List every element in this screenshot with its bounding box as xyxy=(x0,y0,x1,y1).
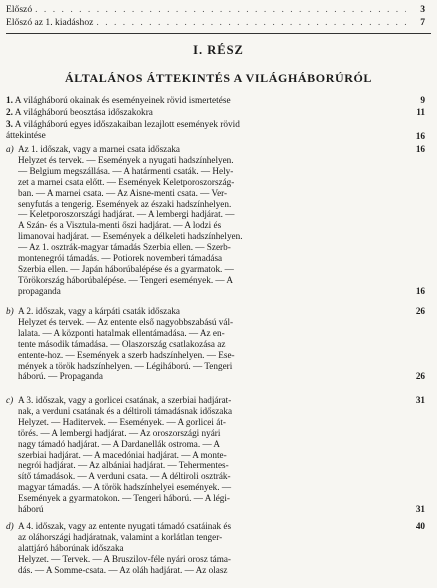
part-subtitle: ÁLTALÁNOS ÁTTEKINTÉS A VILÁGHÁBORÚRÓL xyxy=(64,71,373,85)
section-text-line: Helyzet és tervek. — Események a nyugati hadszínhelyen. xyxy=(18,154,234,165)
toc-page-number: 31 xyxy=(415,395,425,405)
section-text-line: háború. — Propaganda xyxy=(18,371,103,382)
section-text-line: sítő támadások. — A verduni csata. — A déltiroli osztrák- xyxy=(18,471,231,482)
toc-page-number: 7 xyxy=(420,17,425,28)
section-text-line: nak, a verduni csatának és a déltiroli támadásnak időszaka xyxy=(18,405,233,416)
section-text-line: Törökország háborúbalépése. — Tengeri események. — A xyxy=(18,274,234,285)
toc-chapter-2 xyxy=(6,108,425,119)
section-text-line: tente második támadása. — Olaszország csatlakozása az xyxy=(18,338,226,349)
dot-leader xyxy=(35,4,406,15)
section-text-line: Helyzet. — Haditervek. — Események. — A gorlicei át- xyxy=(18,416,226,427)
section-text-line: propaganda xyxy=(18,285,61,296)
toc-entry-title: Előszó az 1. kiadáshoz xyxy=(6,17,94,28)
chapter-title-line: A világháború egyes időszakaiban lezajlott események rövid xyxy=(14,120,240,130)
section-text-line: alattjáró háborúnak időszaka xyxy=(18,542,124,553)
section-text-line: mények a török hadszínhelyen. — Légiháború. — Tengeri xyxy=(18,360,233,371)
toc-page-number: 31 xyxy=(415,504,425,514)
toc-page-number: 16 xyxy=(415,144,425,154)
section-heading-line: A 3. időszak, vagy a gorlicei csatának, a szerbiai hadjárat- xyxy=(18,395,232,405)
toc-page-number: 40 xyxy=(415,521,425,531)
chapter-number: 1. xyxy=(6,96,13,106)
section-text-line: negrói hadjárat. — Az albániai hadjárat. — Tehermentes- xyxy=(18,460,229,471)
section-text-line: montenegrói támadás. — Potiorek novemberi támadása xyxy=(18,253,223,264)
section-letter: d) xyxy=(6,521,14,531)
section-heading-line: Az 1. időszak, vagy a marnei csata időszaka xyxy=(18,144,180,154)
section-text-line: magyar támadás. — A török hadszínhelyei események. — xyxy=(18,482,232,493)
section-text-line: Helyzet és tervek. — Az entente első nagyobbszabású vál- xyxy=(18,316,234,327)
section-text-line: Események a gyarmatokon. — Tengeri háború. — A légi- xyxy=(18,493,230,504)
toc-chapter-1 xyxy=(6,96,425,107)
toc-front-matter-1 xyxy=(6,4,425,15)
toc-section-c xyxy=(6,395,425,515)
section-text-line: senyfutás a tengerig. Események az északi hadszínhelyen. xyxy=(18,198,232,209)
toc-section-b xyxy=(6,306,425,382)
toc-entry-title: Előszó xyxy=(6,4,33,15)
toc-page-number: 9 xyxy=(420,96,425,106)
section-text-line: entente-hoz. — Események a szerb hadszínhelyen. — Ese- xyxy=(18,349,235,360)
section-letter: a) xyxy=(6,144,14,154)
section-text-line: zet a marnei csata előtt. — Események Keletporoszország- xyxy=(18,176,235,187)
divider-rule xyxy=(6,33,431,34)
chapter-title: A világháború okainak és eseményeinek rövid ismertetése xyxy=(14,96,231,106)
section-text-line: törés. — A lembergi hadjárat. — Az oroszországi nyári xyxy=(18,427,221,438)
toc-chapter-3 xyxy=(6,120,425,142)
toc-section-a xyxy=(6,144,425,297)
dot-leader xyxy=(96,17,406,28)
toc-page-number: 26 xyxy=(415,306,425,316)
section-text-line: az oláhországi hadjáratnak, valamint a korlátlan tenger- xyxy=(18,531,223,542)
section-text-line: A Szán- és a Visztula-menti őszi hadjárat. — A lodzi és xyxy=(18,220,222,231)
toc-front-matter-2 xyxy=(6,17,425,28)
section-text-line: limanovai hadjárat. — Események a délkeleti hadszínhelyen. xyxy=(18,231,243,242)
toc-page-number: 26 xyxy=(415,371,425,382)
section-letter: c) xyxy=(6,395,14,405)
section-text-line: Szerbia ellen. — Japán háborúbalépése és a gyarmatok. — xyxy=(18,263,234,274)
toc-page-number: 16 xyxy=(415,131,425,142)
toc-page-number: 16 xyxy=(415,285,425,296)
section-letter: b) xyxy=(6,306,14,316)
section-text-line: lalata. — A központi hatalmak ellentámadása. — Az en- xyxy=(18,327,225,338)
part-title: I. RÉSZ xyxy=(193,43,244,57)
chapter-title-line: áttekintése xyxy=(6,130,46,141)
section-text-line: háború xyxy=(18,504,44,515)
section-text-line: nagy támadó hadjárat. — A Dardanellák ostroma. — A xyxy=(18,438,221,449)
section-text-line: — Az 1. osztrák-magyar támadás Szerbia ellen. — Szerb- xyxy=(18,242,231,253)
section-text-line: dás. — A Somme-csata. — Az oláh hadjárat. — Az olasz xyxy=(18,564,228,575)
section-text-line: Helyzet. — Tervek. — A Bruszilov-féle nyári orosz táma- xyxy=(18,553,231,564)
section-text-line: ban. — A marnei csata. — Az Aisne-menti csata. — Ver- xyxy=(18,187,228,198)
section-heading-line: A 2. időszak, vagy a kárpáti csaták időszaka xyxy=(18,306,181,316)
toc-page-number: 11 xyxy=(416,108,425,118)
chapter-number: 3. xyxy=(6,120,13,130)
toc-page-number: 3 xyxy=(420,4,425,15)
toc-section-d xyxy=(6,521,425,576)
section-heading-line: A 4. időszak, vagy az entente nyugati támadó csatáinak és xyxy=(18,521,232,531)
section-text-line: — Belgium megszállása. — A határmenti csaták. — Hely- xyxy=(18,165,234,176)
section-text-line: — Keletporoszországi hadjárat. — A lembergi hadjárat. — xyxy=(18,209,235,220)
section-text-line: szerbiai hadjárat. — A macedóniai hadjárat. — A monte- xyxy=(18,449,227,460)
chapter-title: A világháború beosztása időszakokra xyxy=(14,108,153,118)
chapter-number: 2. xyxy=(6,108,13,118)
